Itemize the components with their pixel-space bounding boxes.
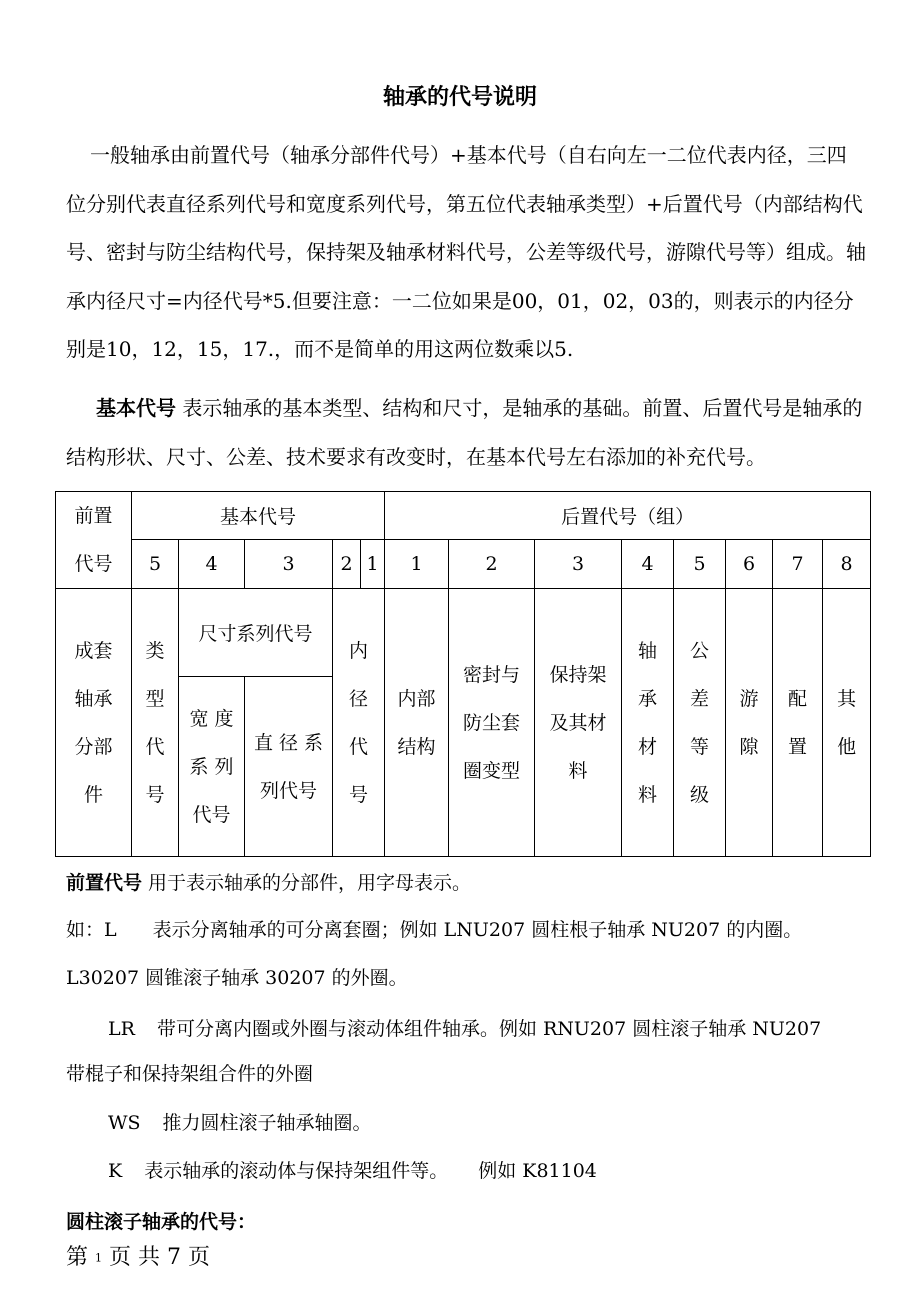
prefix-section-line [66,868,471,895]
internal-structure-cell: 内部 结构 [385,589,449,857]
example-ws-text: 推力圆柱滚子轴承轴圈。 [162,1112,372,1134]
suffix-header-cell: 后置代号（组） [385,492,871,540]
page-title: 轴承的代号说明 [382,85,537,110]
example-k-code: K [108,1160,123,1182]
intro-text: 一般轴承由前置代号（轴承分部件代号）+基本代号（自右向左一二位代表内径，三四位分别代表直径系列代号和宽度系列代号，第五位代表轴承类型）+后置代号（内部结构代号、密封与防尘结构代号，保持架及轴承材料代号，公差等级代号，游隙代号等）组成。轴承内径尺寸=内径代号*5.但要注意：一二位如果是00，01，02，03的，则表示的内径分别是10，12，15，17.，而不是简单的用这两位数乘以5. [66,143,866,361]
example-l-text: 表示分离轴承的可分离套圈；例如 LNU207 圆柱根子轴承 NU207 的内圈。 [152,919,803,941]
clearance-cell: 游 隙 [726,589,773,857]
bearing-code-table [55,491,871,857]
suffix-group-8: 8 [823,540,871,589]
prefix-desc-cell: 成套 轴承 分部 件 [56,589,132,857]
example-l-label: 如：L [66,919,117,941]
size-series-cell: 尺寸系列代号 [179,589,333,677]
example-k-example: 例如 K81104 [478,1160,597,1182]
footer-total: 7 [167,1245,182,1270]
suffix-group-4: 4 [622,540,674,589]
tolerance-cell: 公 差 等 级 [674,589,726,857]
other-cell: 其 他 [823,589,871,857]
basic-header-cell: 基本代号 [132,492,385,540]
footer-pre: 第 [66,1245,89,1270]
config-cell: 配 置 [773,589,823,857]
footer-page-number: 1 [95,1251,103,1265]
basic-digit-1: 1 [361,540,385,589]
bore-code-cell: 内 径 代 号 [333,589,385,857]
footer-post: 页 [188,1245,211,1270]
example-k-text: 表示轴承的滚动体与保持架组件等。 [144,1160,449,1182]
suffix-group-1: 1 [385,540,449,589]
diameter-series-cell: 直 径 系 列代号 [245,677,333,857]
cylindrical-heading: 圆柱滚子轴承的代号： [66,1211,257,1233]
basic-code-paragraph [66,384,866,481]
example-l-line [66,915,802,942]
cage-cell: 保持架 及其材 料 [535,589,622,857]
seal-cell: 密封与 防尘套 圈变型 [449,589,535,857]
page-footer [66,1240,210,1271]
type-code-cell: 类 型 代 号 [132,589,179,857]
example-lr-code: LR [108,1018,135,1040]
basic-code-text: 表示轴承的基本类型、结构和尺寸，是轴承的基础。前置、后置代号是轴承的结构形状、尺寸、公差、技术要求有改变时，在基本代号左右添加的补充代号。 [66,396,863,469]
prefix-section-term: 前置代号 [66,872,143,894]
example-lr-cont-line: 带棍子和保持架组合件的外圈 [66,1063,314,1085]
example-ws-code: WS [108,1112,141,1134]
example-lr-line [108,1014,821,1041]
basic-digit-3: 3 [245,540,333,589]
suffix-group-2: 2 [449,540,535,589]
basic-digit-5: 5 [132,540,179,589]
material-cell: 轴 承 材 料 [622,589,674,857]
suffix-group-5: 5 [674,540,726,589]
prefix-section-text: 用于表示轴承的分部件，用字母表示。 [142,872,472,894]
suffix-group-6: 6 [726,540,773,589]
prefix-header-cell: 前置 代号 [56,492,132,589]
width-series-cell: 宽 度 系 列 代号 [179,677,245,857]
example-ws-line [108,1108,372,1135]
example-k-line [108,1156,597,1183]
example-lr-text: 带可分离内圈或外圈与滚动体组件轴承。例如 RNU207 圆柱滚子轴承 NU207 [156,1018,822,1040]
basic-digit-2: 2 [333,540,361,589]
footer-mid: 页 共 [109,1245,161,1270]
intro-paragraph [66,131,866,374]
example-l-cont-line: L30207 圆锥滚子轴承 30207 的外圈。 [66,967,408,989]
suffix-group-7: 7 [773,540,823,589]
basic-code-term: 基本代号 [96,396,176,420]
basic-digit-4: 4 [179,540,245,589]
suffix-group-3: 3 [535,540,622,589]
